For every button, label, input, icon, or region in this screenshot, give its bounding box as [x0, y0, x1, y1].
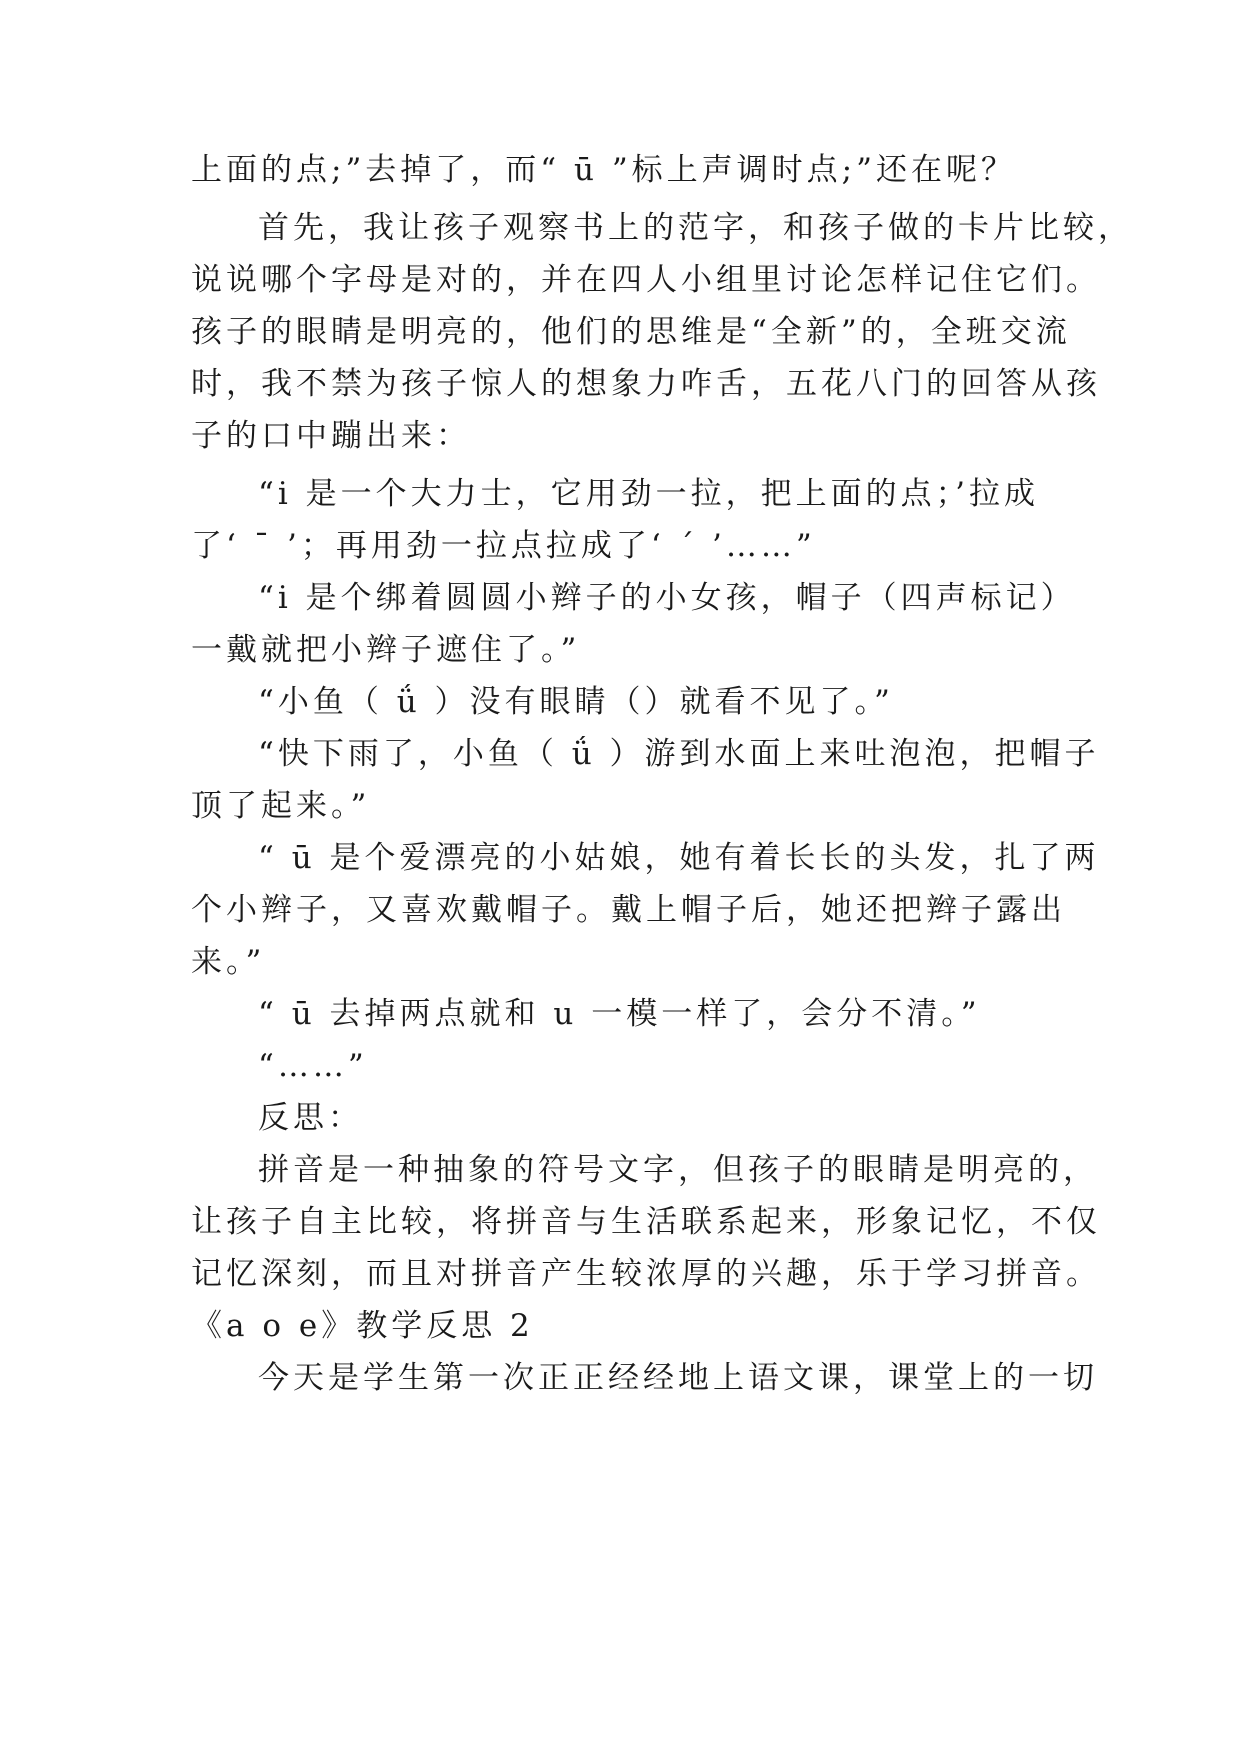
paragraph-start: 拼音是一种抽象的符号文字，但孩子的眼睛是明亮的，: [258, 1152, 1098, 1188]
text-line: 让孩子自主比较，将拼音与生活联系起来，形象记忆，不仅: [191, 1204, 1101, 1240]
text-line: 子的口中蹦出来：: [191, 418, 471, 454]
section-label: 反思：: [258, 1100, 363, 1136]
paragraph-start: 今天是学生第一次正正经经地上语文课，课堂上的一切: [258, 1360, 1098, 1396]
quote-line: 了‘ ¯ ’；再用劲一拉点拉成了‘ ´ ’……”: [191, 528, 816, 564]
quote-line: “i 是个绑着圆圆小辫子的小女孩，帽子（四声标记）: [258, 580, 1076, 616]
quote-line: 顶了起来。”: [191, 788, 371, 824]
text-line: 记忆深刻，而且对拼音产生较浓厚的兴趣，乐于学习拼音。: [191, 1256, 1101, 1292]
quote-line: 一戴就把小辫子遮住了。”: [191, 632, 581, 668]
paragraph-start: 首先，我让孩子观察书上的范字，和孩子做的卡片比较，: [258, 210, 1133, 246]
section-heading: 《a o e》教学反思 2: [191, 1308, 534, 1344]
quote-line: “ ū 是个爱漂亮的小姑娘，她有着长长的头发，扎了两: [258, 840, 1100, 876]
quote-line: “ ū 去掉两点就和 u 一模一样了，会分不清。”: [258, 996, 981, 1032]
text-line: 上面的点;”去掉了，而“ ū ”标上声调时点;”还在呢？: [191, 152, 1016, 188]
quote-line: “小鱼（ ǘ ）没有眼睛（）就看不见了。”: [258, 684, 894, 720]
quote-line: 个小辫子，又喜欢戴帽子。戴上帽子后，她还把辫子露出: [191, 892, 1066, 928]
text-line: 孩子的眼睛是明亮的，他们的思维是“全新”的，全班交流: [191, 314, 1071, 350]
quote-line: “……”: [258, 1048, 368, 1084]
quote-line: “快下雨了，小鱼（ ǘ ）游到水面上来吐泡泡，把帽子: [258, 736, 1100, 772]
quote-line: 来。”: [191, 944, 266, 980]
text-line: 时，我不禁为孩子惊人的想象力咋舌，五花八门的回答从孩: [191, 366, 1101, 402]
text-line: 说说哪个字母是对的，并在四人小组里讨论怎样记住它们。: [191, 262, 1101, 298]
quote-line: “i 是一个大力士，它用劲一拉，把上面的点；’拉成: [258, 476, 1039, 512]
